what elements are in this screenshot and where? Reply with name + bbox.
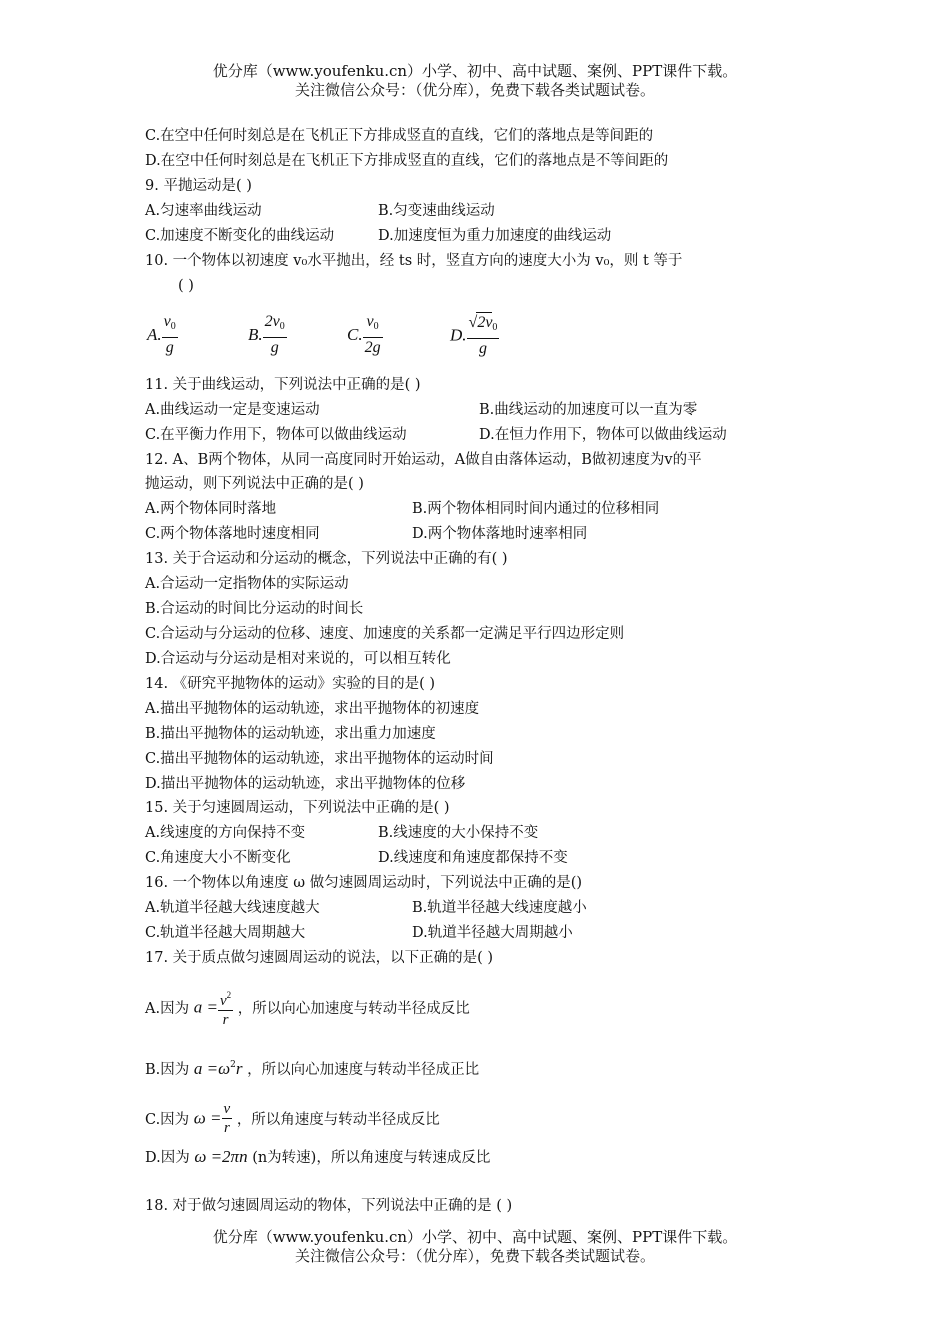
q9-stem: 9. 平抛运动是( )	[145, 178, 252, 194]
q11-option-c: C.在平衡力作用下，物体可以做曲线运动	[145, 427, 407, 443]
q10-c-num: v	[366, 313, 374, 330]
q12-option-d: D.两个物体落地时速率相同	[412, 526, 588, 542]
q13-option-b: B.合运动的时间比分运动的时间长	[145, 601, 364, 617]
q15-stem: 15. 关于匀速圆周运动，下列说法中正确的是( )	[145, 800, 450, 816]
q12-stem-line1: 12. A、B两个物体，从同一高度同时开始运动，A做自由落体运动，B做初速度为v的平	[145, 452, 702, 468]
q9-option-a: A.匀速率曲线运动	[145, 203, 262, 219]
q16-option-c: C.轨道半径越大周期越大	[145, 925, 306, 941]
q10-d-den: g	[478, 340, 487, 357]
q10-b-den: g	[270, 339, 279, 356]
q13-option-a: A.合运动一定指物体的实际运动	[145, 576, 349, 592]
q12-option-a: A.两个物体同时落地	[145, 501, 277, 517]
q17-d-prefix: D.因为	[145, 1150, 190, 1166]
q14-stem: 14. 《研究平抛物体的运动》实验的目的是( )	[145, 676, 436, 692]
q9-option-c: C.加速度不断变化的曲线运动	[145, 228, 335, 244]
q10-c-fraction	[363, 312, 383, 358]
q17-c-lhs: ω =	[193, 1108, 222, 1128]
page-header	[0, 62, 950, 100]
q17-a-fraction	[218, 986, 233, 1029]
q17-b-post: ，所以向心加速度与转动半径成正比	[247, 1062, 480, 1078]
q17-a-post: ，所以向心加速度与转动半径成反比	[237, 1001, 470, 1017]
q13-option-c: C.合运动与分运动的位移、速度、加速度的关系都一定满足平行四边形定则	[145, 626, 625, 642]
q17-c-prefix: C.因为	[145, 1112, 190, 1128]
q12-option-b: B.两个物体相同时间内通过的位移相同	[412, 501, 660, 517]
q17-d-post: (n为转速)，所以角速度与转速成反比	[252, 1150, 491, 1166]
q17-option-c	[145, 1100, 440, 1137]
q17-a-prefix: A.因为	[145, 1001, 190, 1017]
q10-a-label: A.	[147, 325, 162, 344]
q17-b-lhs: a =ω	[193, 1059, 231, 1078]
q10-option-c	[347, 312, 383, 358]
q10-c-sub: 0	[373, 321, 379, 332]
q17-option-d	[145, 1146, 490, 1167]
q17-b-r: r	[235, 1059, 243, 1078]
header-line-1: 优分库（www.youfenku.cn）小学、初中、高中试题、案例、PPT课件下载。	[212, 62, 738, 80]
q17-option-b	[145, 1058, 479, 1079]
q16-option-d: D.轨道半径越大周期越小	[412, 925, 573, 941]
q10-option-b	[248, 312, 287, 358]
q11-option-d: D.在恒力作用下，物体可以做曲线运动	[479, 427, 727, 443]
q17-c-post: ，所以角速度与转动半径成反比	[236, 1112, 440, 1128]
q16-option-b: B.轨道半径越大线速度越小	[412, 900, 587, 916]
q10-b-fraction	[263, 312, 287, 358]
q13-option-d: D.合运动与分运动是相对来说的，可以相互转化	[145, 651, 451, 667]
q13-stem: 13. 关于合运动和分运动的概念，下列说法中正确的有( )	[145, 551, 508, 567]
q10-paren: ( )	[178, 278, 194, 294]
q17-option-a	[145, 986, 470, 1029]
q10-option-a	[147, 312, 178, 358]
q15-option-b: B.线速度的大小保持不变	[378, 825, 539, 841]
q17-c-den: r	[223, 1120, 230, 1136]
q10-b-num: 2v	[264, 313, 280, 330]
q17-a-num: v	[219, 993, 227, 1009]
q10-d-num: 2v	[477, 314, 493, 331]
q17-b-sup: 2	[230, 1060, 236, 1070]
q10-option-d	[450, 312, 499, 359]
q17-d-lhs: ω =2πn	[194, 1147, 248, 1166]
q14-option-b: B.描出平抛物体的运动轨迹，求出重力加速度	[145, 726, 436, 742]
q8-option-d: D.在空中任何时刻总是在飞机正下方排成竖直的直线，它们的落地点是不等间距的	[145, 153, 669, 169]
q17-stem: 17. 关于质点做匀速圆周运动的说法，以下正确的是( )	[145, 950, 494, 966]
footer-line-2: 关注微信公众号：（优分库），免费下载各类试题试卷。	[294, 1247, 655, 1265]
q17-b-prefix: B.因为	[145, 1062, 190, 1078]
q8-option-c: C.在空中任何时刻总是在飞机正下方排成竖直的直线，它们的落地点是等间距的	[145, 128, 654, 144]
q16-option-a: A.轨道半径越大线速度越大	[145, 900, 320, 916]
q14-option-c: C.描出平抛物体的运动轨迹，求出平抛物体的运动时间	[145, 751, 494, 767]
q17-a-lhs: a =	[193, 997, 218, 1017]
q17-a-den: r	[222, 1012, 229, 1028]
q17-a-sup: 2	[226, 990, 232, 1000]
q14-option-d: D.描出平抛物体的运动轨迹，求出平抛物体的位移	[145, 776, 466, 792]
page-footer	[0, 1228, 950, 1266]
q10-c-den: 2g	[364, 339, 381, 356]
q16-stem: 16. 一个物体以角速度 ω 做匀速圆周运动时，下列说法中正确的是()	[145, 875, 583, 891]
q15-option-d: D.线速度和角速度都保持不变	[378, 850, 568, 866]
q10-b-label: B.	[248, 325, 263, 344]
q15-option-c: C.角速度大小不断变化	[145, 850, 291, 866]
q18-stem: 18. 对于做匀速圆周运动的物体，下列说法中正确的是 ( )	[145, 1198, 513, 1214]
q10-d-label: D.	[450, 325, 467, 345]
footer-line-1: 优分库（www.youfenku.cn）小学、初中、高中试题、案例、PPT课件下载。	[212, 1228, 738, 1246]
q14-option-a: A.描出平抛物体的运动轨迹，求出平抛物体的初速度	[145, 701, 480, 717]
q12-stem-line2: 抛运动，则下列说法中正确的是( )	[145, 476, 364, 492]
q10-b-sub: 0	[279, 321, 285, 332]
q11-stem: 11. 关于曲线运动，下列说法中正确的是( )	[145, 377, 421, 393]
q10-stem: 10. 一个物体以初速度 v₀水平抛出，经 ts 时，竖直方向的速度大小为 v₀，则 t 等于	[145, 253, 683, 269]
q17-c-fraction	[222, 1100, 233, 1137]
q10-a-fraction	[162, 312, 178, 358]
q9-option-d: D.加速度恒为重力加速度的曲线运动	[378, 228, 612, 244]
header-line-2: 关注微信公众号：（优分库），免费下载各类试题试卷。	[294, 81, 655, 99]
q10-d-fraction: $\frac{√2v_0}{g}$	[468, 314, 498, 357]
q10-a-den: g	[165, 339, 174, 356]
q10-a-sub: 0	[170, 321, 176, 332]
q11-option-a: A.曲线运动一定是变速运动	[145, 402, 320, 418]
q12-option-c: C.两个物体落地时速度相同	[145, 526, 320, 542]
q10-c-label: C.	[347, 325, 363, 344]
q15-option-a: A.线速度的方向保持不变	[145, 825, 306, 841]
q11-option-b: B.曲线运动的加速度可以一直为零	[479, 402, 698, 418]
q10-d-sub: 0	[492, 322, 498, 333]
q10-a-num: v	[163, 313, 171, 330]
q9-option-b: B.匀变速曲线运动	[378, 203, 495, 219]
q17-c-num: v	[223, 1101, 231, 1117]
